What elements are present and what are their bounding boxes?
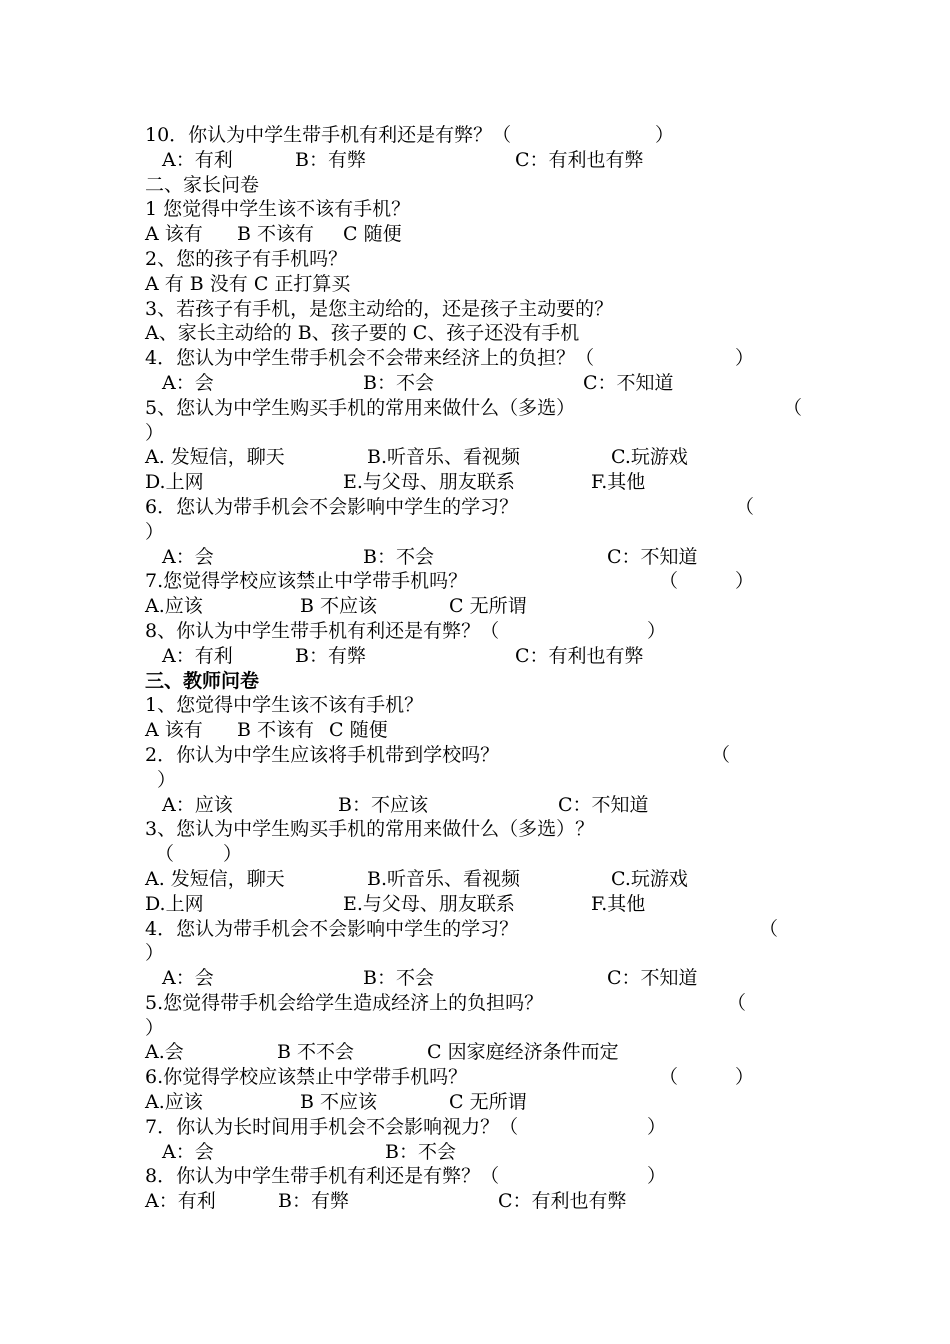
text-segment: （ xyxy=(735,495,755,518)
text-segment: ） xyxy=(735,347,755,370)
text-line xyxy=(145,1040,805,1065)
text-line xyxy=(145,817,805,842)
text-segment: A.应该 xyxy=(145,595,203,618)
text-line xyxy=(145,644,805,669)
text-segment: 1 您觉得中学生该不该有手机？ xyxy=(145,198,411,221)
text-segment: B.听音乐、看视频 xyxy=(367,867,521,890)
text-segment: ） xyxy=(145,520,165,543)
text-line xyxy=(145,545,805,570)
text-line xyxy=(145,470,805,495)
text-segment: 2、您的孩子有手机吗？ xyxy=(145,247,348,270)
text-segment: A：会 xyxy=(162,371,214,394)
text-segment: ） xyxy=(647,1165,667,1188)
questionnaire-content xyxy=(145,123,805,1214)
text-line xyxy=(145,173,805,198)
text-line xyxy=(145,718,805,743)
text-segment: B：有弊 xyxy=(295,644,366,667)
text-line xyxy=(145,1164,805,1189)
text-segment: B 不该有 xyxy=(237,719,315,742)
text-segment: A.应该 xyxy=(145,1091,203,1114)
text-segment: C：不知道 xyxy=(558,793,649,816)
text-segment: （ xyxy=(155,843,175,866)
text-segment: 6．您认为带手机会不会影响中学生的学习？ xyxy=(145,495,519,518)
text-segment: B.听音乐、看视频 xyxy=(367,446,521,469)
text-segment: C.玩游戏 xyxy=(611,867,688,890)
text-segment: 三、教师问卷 xyxy=(145,669,260,692)
text-line xyxy=(145,793,805,818)
text-segment: A 有 B 没有 C 正打算买 xyxy=(145,272,351,295)
text-segment: E.与父母、朋友联系 xyxy=(343,471,515,494)
text-segment: D.上网 xyxy=(145,471,204,494)
text-segment: 3、您认为中学生购买手机的常用来做什么（多选）？ xyxy=(145,818,595,841)
text-line xyxy=(145,297,805,322)
text-line xyxy=(145,1090,805,1115)
text-line xyxy=(145,421,805,446)
text-segment: ） xyxy=(145,1016,165,1039)
text-segment: B：不会 xyxy=(363,371,434,394)
text-segment: 8．你认为中学生带手机有利还是有弊？（ xyxy=(145,1165,500,1188)
text-line xyxy=(145,197,805,222)
text-segment: 5.您觉得带手机会给学生造成经济上的负担吗？ xyxy=(145,991,544,1014)
text-line xyxy=(145,991,805,1016)
text-segment: ） xyxy=(223,843,243,866)
text-line xyxy=(145,396,805,421)
text-segment: D.上网 xyxy=(145,892,204,915)
text-segment: B 不该有 xyxy=(237,223,315,246)
text-segment: ） xyxy=(157,768,177,791)
text-segment: C.玩游戏 xyxy=(611,446,688,469)
text-segment: A、家长主动给的 B、孩子要的 C、孩子还没有手机 xyxy=(145,322,580,345)
text-line xyxy=(145,966,805,991)
text-line xyxy=(145,495,805,520)
text-line xyxy=(145,1140,805,1165)
text-segment: B 不应该 xyxy=(300,1091,378,1114)
text-line xyxy=(145,520,805,545)
text-segment: B：不应该 xyxy=(338,793,428,816)
text-line xyxy=(145,1115,805,1140)
text-segment: （ xyxy=(711,743,731,766)
text-line xyxy=(145,569,805,594)
text-line xyxy=(145,272,805,297)
text-segment: 7．你认为长时间用手机会不会影响视力？（ xyxy=(145,1115,519,1138)
text-segment: B 不不会 xyxy=(277,1041,355,1064)
text-line xyxy=(145,768,805,793)
text-segment: B：不会 xyxy=(363,545,434,568)
text-segment: ） xyxy=(145,942,165,965)
text-segment: A 该有 xyxy=(145,719,203,742)
text-segment: 3、若孩子有手机，是您主动给的，还是孩子主动要的？ xyxy=(145,297,614,320)
text-line xyxy=(145,222,805,247)
text-line xyxy=(145,941,805,966)
text-segment: A. 发短信，聊天 xyxy=(145,867,285,890)
text-line xyxy=(145,619,805,644)
text-segment: C：有利也有弊 xyxy=(515,148,644,171)
text-segment: A：有利 xyxy=(145,1190,216,1213)
text-segment: （ xyxy=(783,396,803,419)
text-line xyxy=(145,247,805,272)
text-segment: A 该有 xyxy=(145,223,203,246)
text-segment: 5、您认为中学生购买手机的常用来做什么（多选） xyxy=(145,396,576,419)
text-segment: C：有利也有弊 xyxy=(498,1190,627,1213)
text-segment: 2．你认为中学生应该将手机带到学校吗？ xyxy=(145,743,500,766)
text-segment: （ xyxy=(727,991,747,1014)
text-line xyxy=(145,594,805,619)
text-segment: C：不知道 xyxy=(607,545,698,568)
text-line xyxy=(145,842,805,867)
text-segment: ） xyxy=(655,124,675,146)
text-segment: ） xyxy=(735,570,755,593)
text-segment: ） xyxy=(647,619,667,642)
text-segment: 7.您觉得学校应该禁止中学带手机吗？ xyxy=(145,570,468,593)
text-segment: （ xyxy=(659,1066,679,1089)
text-segment: F.其他 xyxy=(591,471,646,494)
text-segment: C：有利也有弊 xyxy=(515,644,644,667)
text-segment: C：不知道 xyxy=(607,967,698,990)
text-segment: ） xyxy=(735,1066,755,1089)
text-line xyxy=(145,1016,805,1041)
text-line xyxy=(145,892,805,917)
text-segment: 二、家长问卷 xyxy=(145,173,260,196)
text-segment: C 无所谓 xyxy=(449,1091,527,1114)
text-segment: 6.你觉得学校应该禁止中学带手机吗？ xyxy=(145,1066,468,1089)
text-segment: E.与父母、朋友联系 xyxy=(343,892,515,915)
text-line xyxy=(145,123,805,148)
text-line xyxy=(145,346,805,371)
text-segment: C 随便 xyxy=(329,719,388,742)
text-segment: （ xyxy=(759,917,779,940)
text-segment: C 因家庭经济条件而定 xyxy=(427,1041,619,1064)
text-line xyxy=(145,693,805,718)
text-segment: A：会 xyxy=(162,1140,214,1163)
text-segment: A：有利 xyxy=(162,644,233,667)
text-line xyxy=(145,1189,805,1214)
text-segment: C 随便 xyxy=(343,223,402,246)
text-segment: （ xyxy=(659,570,679,593)
text-segment: A. 发短信，聊天 xyxy=(145,446,285,469)
text-segment: F.其他 xyxy=(591,892,646,915)
text-segment: B：有弊 xyxy=(278,1190,349,1213)
text-line xyxy=(145,321,805,346)
text-line xyxy=(145,445,805,470)
text-segment: A：会 xyxy=(162,545,214,568)
text-segment: A：有利 xyxy=(162,148,233,171)
text-segment: 1、您觉得中学生该不该有手机？ xyxy=(145,694,424,717)
text-segment: C：不知道 xyxy=(583,371,674,394)
text-line xyxy=(145,743,805,768)
text-segment: 10．你认为中学生带手机有利还是有弊？（ xyxy=(145,124,512,146)
text-segment: A.会 xyxy=(145,1041,184,1064)
text-line xyxy=(145,148,805,173)
text-segment: ） xyxy=(145,421,165,444)
text-line xyxy=(145,867,805,892)
text-segment: A：会 xyxy=(162,967,214,990)
text-line xyxy=(145,1065,805,1090)
text-segment: B：有弊 xyxy=(295,148,366,171)
text-line xyxy=(145,917,805,942)
text-segment: A：应该 xyxy=(162,793,233,816)
text-segment: B：不会 xyxy=(363,967,434,990)
text-segment: ） xyxy=(647,1115,667,1138)
text-line xyxy=(145,669,805,694)
text-segment: B：不会 xyxy=(385,1140,456,1163)
text-line xyxy=(145,371,805,396)
text-segment: B 不应该 xyxy=(300,595,378,618)
text-segment: 8、你认为中学生带手机有利还是有弊？（ xyxy=(145,619,500,642)
text-segment: 4．您认为中学生带手机会不会带来经济上的负担？（ xyxy=(145,347,595,370)
text-segment: 4．您认为带手机会不会影响中学生的学习？ xyxy=(145,917,519,940)
text-segment: C 无所谓 xyxy=(449,595,527,618)
